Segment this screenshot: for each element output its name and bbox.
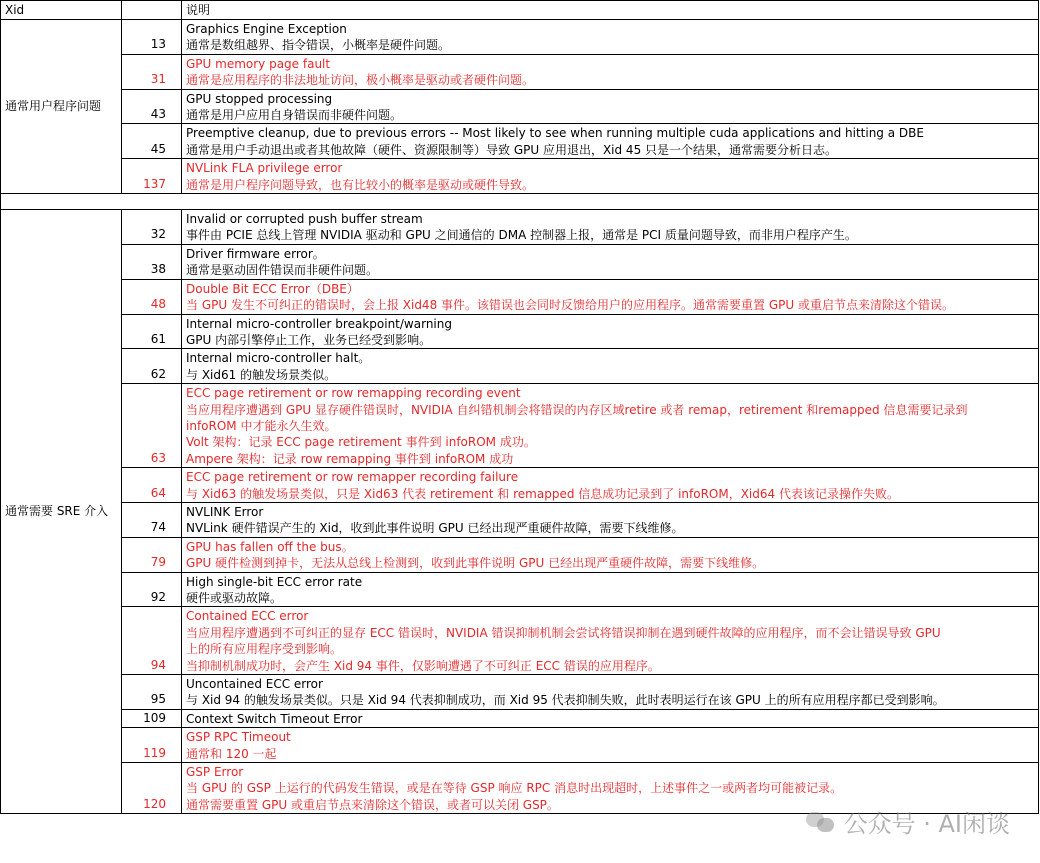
xid-number: 137: [122, 159, 182, 194]
xid-description-line: 通常是用户应用自身错误而非硬件问题。: [186, 108, 403, 123]
xid-description: [182, 537, 1039, 572]
xid-description-line: Ampere 架构：记录 row remapping 事件到 infoROM 成功: [186, 451, 514, 466]
category-cell: 通常用户程序问题: [1, 20, 122, 194]
xid-description: [182, 384, 1039, 468]
xid-description-line: 当应用程序遭遇到不可纠正的显存 ECC 错误时，NVIDIA 错误抑制机制会尝试将错误抑制在遇到硬件故障的应用程序，而不会让错误导致 GPU: [186, 625, 941, 640]
xid-description: [182, 210, 1039, 245]
xid-description-line: 通常是用户手动退出或者其他故障（硬件、资源限制等）导致 GPU 应用退出，Xid 45 只是一个结果，通常需要分析日志。: [186, 142, 838, 157]
table-row: [1, 728, 1039, 763]
xid-description-line: NVLink 硬件错误产生的 Xid，收到此事件说明 GPU 已经出现严重硬件故障，需要下线维修。: [186, 521, 684, 536]
xid-title: GPU memory page fault: [186, 56, 331, 71]
xid-title: NVLINK Error: [186, 504, 264, 519]
table-row: [1, 20, 1039, 55]
xid-number: 31: [122, 54, 182, 89]
xid-description-line: infoROM 中才能永久生效。: [186, 418, 337, 433]
table-row: [1, 124, 1039, 159]
xid-description: [182, 89, 1039, 124]
xid-description: [182, 572, 1039, 607]
xid-description-line: 硬件或驱动故障。: [186, 591, 283, 605]
header-row: [1, 1, 1039, 20]
table-row: [1, 709, 1039, 727]
xid-number: 74: [122, 502, 182, 537]
xid-title: Preemptive cleanup, due to previous errors -- Most likely to see when running multiple cuda applications and hitting a DBE: [186, 126, 924, 141]
table-row: [1, 210, 1039, 245]
table-row: [1, 244, 1039, 279]
xid-description-line: 通常和 120 一起: [186, 746, 277, 761]
xid-number: 109: [122, 709, 182, 727]
xid-title: Internal micro-controller breakpoint/warning: [186, 316, 452, 331]
xid-number: 64: [122, 468, 182, 503]
xid-number: 48: [122, 279, 182, 314]
table-row: [1, 89, 1039, 124]
xid-description-line: 通常是应用程序的非法地址访问，极小概率是驱动或者硬件问题。: [186, 73, 535, 88]
header-description: 说明: [182, 1, 1039, 20]
spacer-cell: [1, 194, 1039, 210]
watermark-text: 公众号 · AI闲谈: [843, 810, 1010, 838]
xid-number: 13: [122, 20, 182, 55]
xid-number: 45: [122, 124, 182, 159]
xid-description: [182, 607, 1039, 675]
table-row: [1, 159, 1039, 194]
xid-number: 119: [122, 728, 182, 763]
xid-title: ECC page retirement or row remapper recording failure: [186, 470, 519, 485]
xid-description-line: 与 Xid63 的触发场景类似，只是 Xid63 代表 retirement 和 remapped 信息成功记录到了 infoROM，Xid64 代表该记录操作失败。: [186, 486, 899, 501]
xid-description-line: 通常需要重置 GPU 或重启节点来清除这个错误，或者可以关闭 GSP。: [186, 797, 559, 812]
xid-title: NVLink FLA privilege error: [186, 161, 343, 176]
xid-description: [182, 468, 1039, 503]
xid-description: [182, 675, 1039, 710]
xid-description-line: GPU 硬件检测到掉卡，无法从总线上检测到，收到此事件说明 GPU 已经出现严重硬件故障，需要下线维修。: [186, 556, 765, 571]
table-row: [1, 537, 1039, 572]
table-row: [1, 675, 1039, 710]
xid-description: [182, 709, 1039, 727]
xid-description: [182, 279, 1039, 314]
watermark: [806, 804, 1010, 839]
xid-title: Context Switch Timeout Error: [186, 711, 363, 726]
xid-number: 61: [122, 314, 182, 349]
xid-description-line: 当 GPU 发生不可纠正的错误时，会上报 Xid48 事件。该错误也会同时反馈给用户的应用程序。通常需要重置 GPU 或重启节点来清除这个错误。: [186, 298, 954, 313]
xid-title: Graphics Engine Exception: [186, 22, 347, 36]
table-row: [1, 502, 1039, 537]
spacer-row: [1, 194, 1039, 210]
table-row: [1, 384, 1039, 468]
table-row: [1, 607, 1039, 675]
xid-title: Contained ECC error: [186, 609, 309, 624]
xid-title: Invalid or corrupted push buffer stream: [186, 212, 423, 227]
xid-title: High single-bit ECC error rate: [186, 574, 363, 589]
xid-title: Driver firmware error。: [186, 246, 325, 261]
xid-description-line: 通常是用户程序问题导致，也有比较小的概率是驱动或硬件导致。: [186, 177, 535, 192]
xid-title: ECC page retirement or row remapping recording event: [186, 386, 521, 401]
xid-number: 43: [122, 89, 182, 124]
xid-description-line: 当 GPU 的 GSP 上运行的代码发生错误，或是在等待 GSP 响应 RPC 消息时出现超时，上述事件之一或两者均可能被记录。: [186, 781, 843, 796]
xid-table-body: [1, 1, 1039, 814]
xid-description: [182, 159, 1039, 194]
xid-title: Internal micro-controller halt。: [186, 351, 371, 366]
xid-number: 38: [122, 244, 182, 279]
xid-description: [182, 314, 1039, 349]
xid-description-line: 事件由 PCIE 总线上管理 NVIDIA 驱动和 GPU 之间通信的 DMA 控制器上报，通常是 PCI 质量问题导致，而非用户程序产生。: [186, 228, 857, 243]
xid-number: 95: [122, 675, 182, 710]
xid-description-line: 通常是数组越界、指令错误，小概率是硬件问题。: [186, 38, 451, 53]
wechat-icon: [806, 810, 836, 834]
xid-title: Uncontained ECC error: [186, 677, 323, 692]
xid-title: GSP Error: [186, 765, 244, 780]
header-blank: [122, 1, 182, 20]
xid-description-line: Volt 架构：记录 ECC page retirement 事件到 infoROM 成功。: [186, 435, 536, 450]
header-xid: Xid: [1, 1, 122, 20]
xid-number: 79: [122, 537, 182, 572]
table-row: [1, 54, 1039, 89]
xid-title: GPU stopped processing: [186, 91, 333, 106]
table-row: [1, 314, 1039, 349]
xid-number: 94: [122, 607, 182, 675]
xid-description-line: 上的所有应用程序受到影响。: [186, 642, 343, 657]
xid-title: Double Bit ECC Error（DBE）: [186, 281, 359, 296]
table-row: [1, 279, 1039, 314]
table-row: [1, 468, 1039, 503]
table-row: [1, 572, 1039, 607]
xid-title: GSP RPC Timeout: [186, 730, 291, 745]
xid-description: [182, 349, 1039, 384]
xid-number: 62: [122, 349, 182, 384]
xid-description-line: GPU 内部引擎停止工作，业务已经受到影响。: [186, 332, 432, 347]
category-cell: 通常需要 SRE 介入: [1, 210, 122, 814]
xid-description-line: 通常是驱动固件错误而非硬件问题。: [186, 263, 379, 278]
xid-title: GPU has fallen off the bus。: [186, 539, 354, 554]
xid-description-line: 与 Xid61 的触发场景类似。: [186, 367, 337, 382]
xid-description-line: 当应用程序遭遇到 GPU 显存硬件错误时，NVIDIA 自纠错机制会将错误的内存区域retire 或者 remap，retirement 和remapped 信息需要记录到: [186, 402, 968, 417]
xid-description: [182, 728, 1039, 763]
xid-number: 63: [122, 384, 182, 468]
xid-description-line: 与 Xid 94 的触发场景类似。只是 Xid 94 代表抑制成功，而 Xid 95 代表抑制失败，此时表明运行在该 GPU 上的所有应用程序都已受到影响。: [186, 693, 945, 708]
xid-number: 92: [122, 572, 182, 607]
xid-description: [182, 124, 1039, 159]
xid-description: [182, 502, 1039, 537]
xid-description: [182, 54, 1039, 89]
xid-description: [182, 20, 1039, 55]
xid-description-line: 当抑制机制成功时，会产生 Xid 94 事件，仅影响遭遇了不可纠正 ECC 错误的应用程序。: [186, 658, 660, 673]
table-row: [1, 349, 1039, 384]
xid-description: [182, 244, 1039, 279]
xid-number: 32: [122, 210, 182, 245]
xid-number: 120: [122, 763, 182, 814]
